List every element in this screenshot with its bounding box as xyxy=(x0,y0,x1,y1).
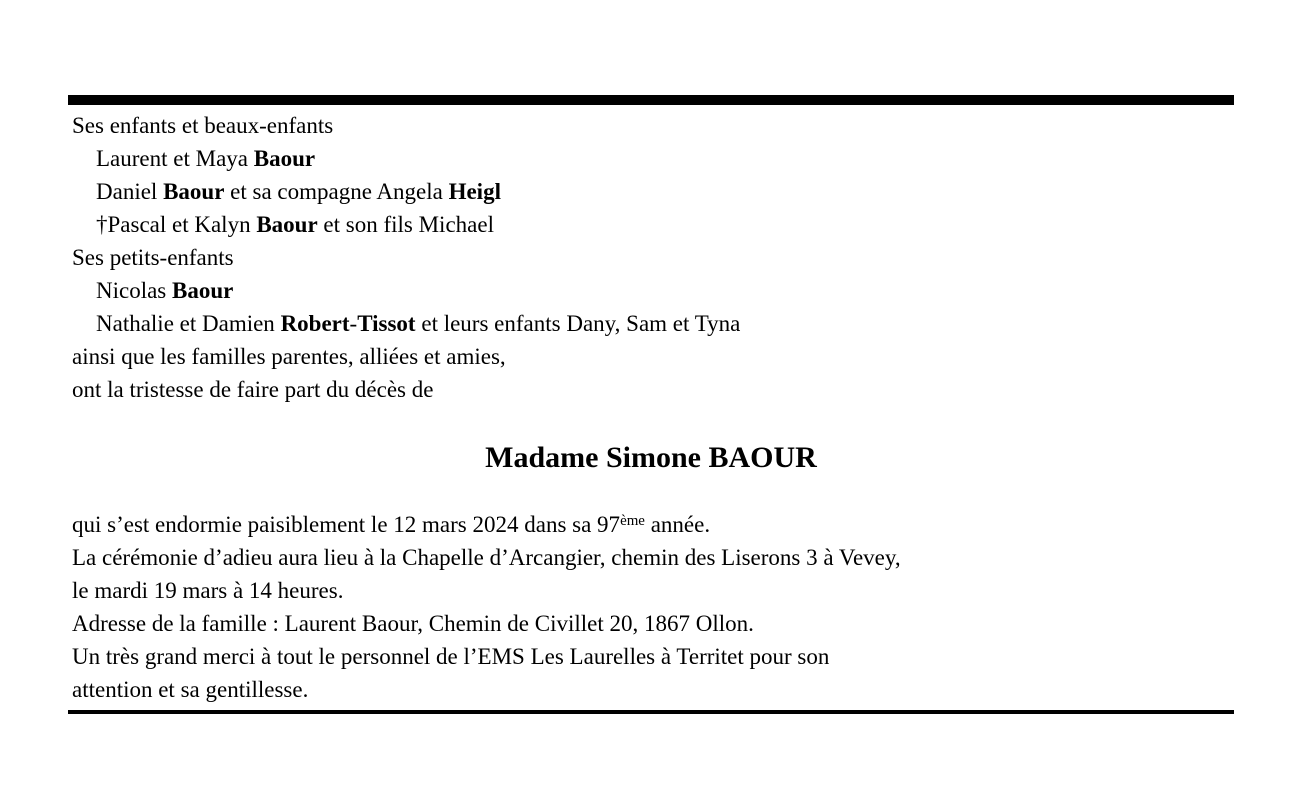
intro-text: Nathalie et Damien xyxy=(96,311,281,336)
detail-line-death xyxy=(72,508,1230,541)
detail-line-ceremony xyxy=(72,541,1230,574)
notice-body xyxy=(68,109,1234,706)
surname-bold: Tissot xyxy=(357,311,416,336)
detail-text: année. xyxy=(644,512,711,537)
intro-text: Ses enfants et beaux-enfants xyxy=(72,113,334,138)
intro-line-families xyxy=(72,340,1230,373)
surname-bold: Baour xyxy=(256,212,318,237)
detail-text: Adresse de la famille : Laurent Baour, Chemin de Civillet 20, 1867 Ollon. xyxy=(72,611,754,636)
detail-line-thanks xyxy=(72,640,1230,673)
intro-line-announcement xyxy=(72,373,1230,406)
detail-text: qui s’est endormie paisiblement le 12 mars 2024 dans sa 97 xyxy=(72,512,621,537)
deceased-name: Madame Simone BAOUR xyxy=(485,441,817,474)
intro-line-grandchildren-header xyxy=(72,241,1230,274)
detail-line-ceremony-time xyxy=(72,574,1230,607)
death-notice-page xyxy=(68,0,1234,714)
surname-bold: Baour xyxy=(253,146,316,171)
intro-text: Laurent et Maya xyxy=(96,146,254,171)
surname-bold: Heigl xyxy=(448,179,501,204)
bottom-rule xyxy=(68,710,1234,714)
detail-line-family-address xyxy=(72,607,1230,640)
hyphen: - xyxy=(349,311,358,336)
ordinal-superscript: ème xyxy=(620,512,645,529)
intro-text: Nicolas xyxy=(96,278,173,303)
surname-bold: Baour xyxy=(172,278,234,303)
intro-text: Ses petits-enfants xyxy=(72,245,234,270)
intro-line-child xyxy=(72,142,1230,175)
detail-text: le mardi 19 mars à 14 heures. xyxy=(72,578,344,603)
intro-text-with-dagger: †Pascal et Kalyn xyxy=(96,212,257,237)
detail-line-thanks-end xyxy=(72,673,1230,706)
intro-text: et sa compagne Angela xyxy=(224,179,449,204)
detail-text: attention et sa gentillesse. xyxy=(72,677,309,702)
top-rule xyxy=(68,95,1234,105)
intro-text: Daniel xyxy=(96,179,164,204)
intro-line-child-deceased xyxy=(72,208,1230,241)
surname-bold: Robert xyxy=(280,311,350,336)
intro-text: ainsi que les familles parentes, alliées et amies, xyxy=(72,344,506,369)
detail-text: Un très grand merci à tout le personnel de l’EMS Les Laurelles à Territet pour son xyxy=(72,644,830,669)
intro-line-child xyxy=(72,175,1230,208)
intro-text: ont la tristesse de faire part du décès de xyxy=(72,377,434,402)
intro-text: et leurs enfants Dany, Sam et Tyna xyxy=(415,311,741,336)
intro-line-grandchild xyxy=(72,307,1230,340)
intro-line-relatives-header xyxy=(72,109,1230,142)
surname-bold: Baour xyxy=(163,179,225,204)
intro-line-grandchild xyxy=(72,274,1230,307)
intro-text: et son fils Michael xyxy=(317,212,494,237)
detail-text: La cérémonie d’adieu aura lieu à la Chapelle d’Arcangier, chemin des Liserons 3 à Vevey, xyxy=(72,545,901,570)
